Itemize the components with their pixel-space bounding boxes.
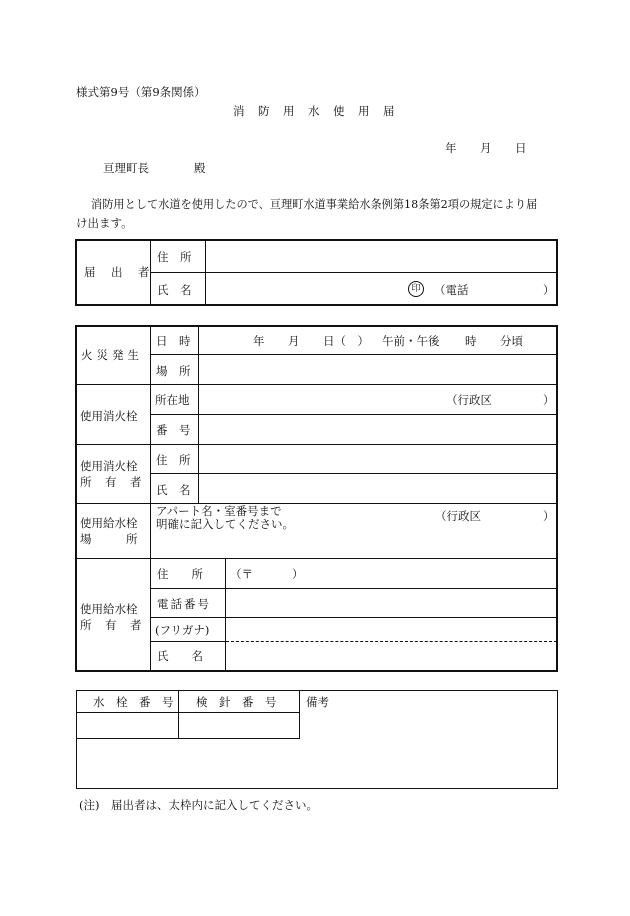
tap-place-field[interactable]	[153, 532, 554, 556]
applicant-name-field[interactable]	[208, 276, 403, 302]
fire-day: 日（ ）	[323, 334, 369, 348]
footnote: (注) 届出者は、太枠内に記入してください。	[79, 798, 318, 812]
hydrant-district-close: ）	[543, 393, 555, 407]
applicant-name-label: 氏 名	[157, 283, 192, 297]
applicant-address-field[interactable]	[208, 244, 553, 270]
date-year: 年	[445, 141, 457, 155]
applicant-label: 届 出 者	[84, 265, 152, 279]
hydrant-number-field[interactable]	[201, 417, 554, 442]
hydrant-location-label: 所在地	[155, 393, 190, 407]
tap-place-label-2: 場 所	[80, 532, 138, 546]
tap-place-note-1: アパート名・室番号まで	[156, 504, 282, 518]
fire-place-field[interactable]	[201, 357, 554, 382]
office-tap-number: 水 栓 番 号	[93, 695, 174, 709]
tap-owner-furigana-label: (フリガナ)	[155, 623, 210, 637]
fire-place-label: 場 所	[156, 364, 191, 378]
tap-owner-label-2: 所 有 者	[80, 618, 143, 632]
hydrant-owner-label-2: 所 有 者	[80, 475, 143, 489]
seal-mark: 印	[408, 281, 424, 297]
tap-owner-furigana-field[interactable]	[228, 619, 554, 639]
tap-owner-postal: （〒	[230, 567, 253, 581]
applicant-phone-close: ）	[543, 283, 555, 297]
fire-minute: 分頃	[500, 334, 523, 348]
date-month: 月	[480, 141, 492, 155]
date-day: 日	[515, 141, 527, 155]
office-meter-number: 検 針 番 号	[196, 695, 277, 709]
body-text-line1: 消防用として水道を使用したので、亘理町水道事業給水条例第18条第2項の規定により届	[91, 198, 538, 211]
fire-ampm: 午前・午後	[382, 334, 440, 348]
addressee: 亘理町長	[103, 161, 149, 175]
fire-datetime-label: 日 時	[156, 334, 191, 348]
tap-place-note-2: 明確に記入してください。	[156, 517, 294, 531]
form-number: 様式第9号（第9条関係）	[76, 85, 206, 99]
hydrant-owner-address-field[interactable]	[201, 447, 554, 471]
hydrant-district-open: （行政区	[446, 393, 492, 407]
hydrant-number-label: 番 号	[156, 423, 191, 437]
hydrant-owner-name-label: 氏 名	[156, 483, 191, 497]
tap-owner-name-label: 氏 名	[157, 649, 203, 663]
hydrant-owner-label-1: 使用消火栓	[80, 459, 138, 473]
fire-year: 年	[253, 334, 265, 348]
applicant-phone-open: （電話	[434, 283, 469, 297]
hydrant-label: 使用消火栓	[80, 409, 138, 423]
tap-owner-name-field[interactable]	[228, 644, 554, 669]
tap-owner-label-1: 使用給水栓	[80, 602, 138, 616]
fire-label: 火災発生	[81, 348, 143, 362]
applicant-address-label: 住 所	[157, 250, 192, 264]
hydrant-owner-name-field[interactable]	[201, 476, 554, 501]
tap-place-district-open: （行政区	[435, 509, 481, 523]
honorific: 殿	[194, 161, 206, 175]
tap-place-district-close: ）	[543, 509, 555, 523]
form-title: 消 防 用 水 使 用 届	[233, 104, 396, 118]
fire-hour: 時	[465, 334, 477, 348]
fire-month: 月	[288, 334, 300, 348]
tap-owner-address-label: 住 所	[157, 567, 203, 581]
tap-place-label-1: 使用給水栓	[80, 516, 138, 530]
tap-owner-phone-label: 電話番号	[157, 597, 211, 611]
body-text-line2: け出ます。	[76, 216, 133, 230]
tap-owner-phone-field[interactable]	[228, 591, 554, 615]
office-remarks: 備考	[306, 695, 329, 709]
hydrant-owner-address-label: 住 所	[156, 453, 191, 467]
tap-owner-postal-close: ）	[292, 567, 304, 581]
